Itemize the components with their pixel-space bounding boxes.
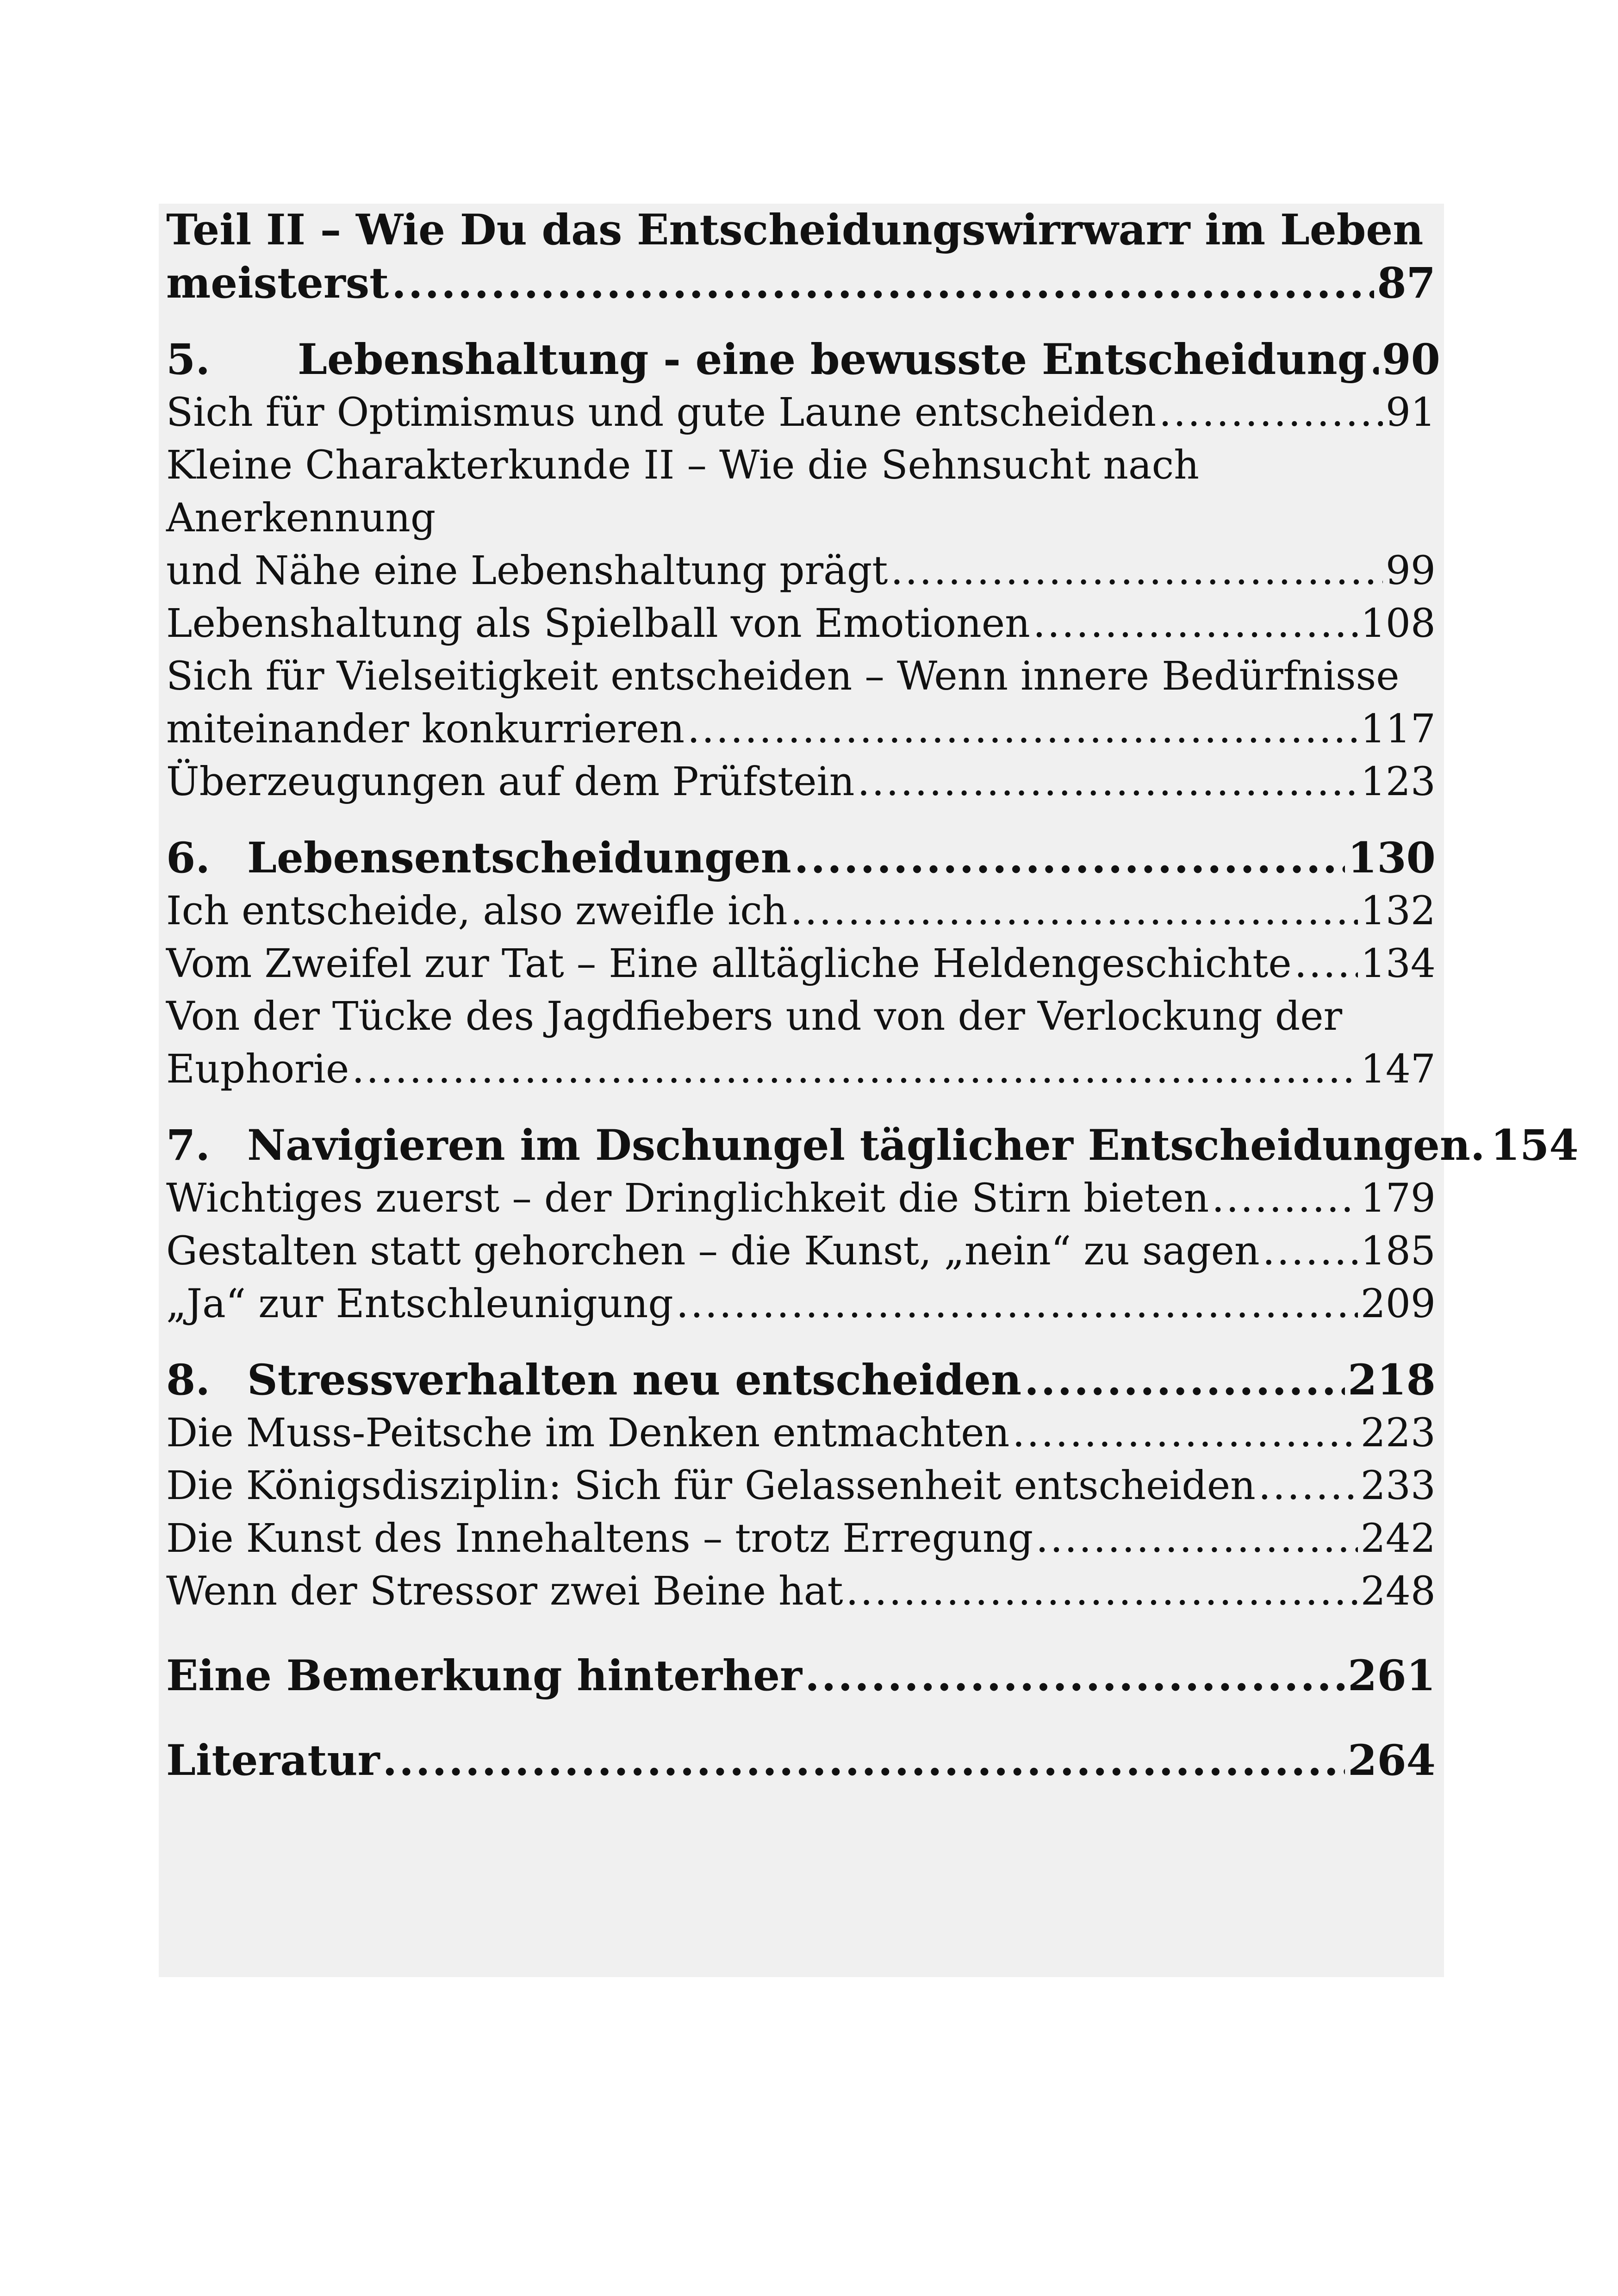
dot-leader bbox=[352, 1043, 1358, 1096]
page-number: 90 bbox=[1382, 335, 1440, 384]
page-number: 87 bbox=[1377, 259, 1436, 308]
section-title: „Ja“ zur Entschleunigung bbox=[166, 1281, 673, 1327]
page-number: 132 bbox=[1360, 888, 1436, 934]
toc-section-entry[interactable] bbox=[166, 1172, 1436, 1225]
page-number: 99 bbox=[1385, 548, 1436, 594]
section-title: Gestalten statt gehorchen – die Kunst, „nein“ zu sagen bbox=[166, 1228, 1260, 1274]
page-number: 123 bbox=[1360, 759, 1436, 805]
dot-leader bbox=[1258, 1460, 1358, 1512]
toc-section-entry[interactable] bbox=[166, 597, 1436, 650]
dot-leader bbox=[1024, 1354, 1345, 1407]
dot-leader bbox=[1012, 1407, 1357, 1460]
toc-part-title-line1: Teil II – Wie Du das Entscheidungswirrwarr im Leben bbox=[166, 205, 1424, 255]
section-title: Wenn der Stressor zwei Beine hat bbox=[166, 1568, 843, 1614]
page-number: 134 bbox=[1360, 941, 1436, 987]
page-number: 233 bbox=[1360, 1463, 1436, 1509]
dot-leader bbox=[392, 257, 1374, 310]
toc-section-entry[interactable] bbox=[166, 1278, 1436, 1331]
table-of-contents bbox=[159, 204, 1579, 1977]
section-title: Vom Zweifel zur Tat – Eine alltägliche Heldengeschichte bbox=[166, 941, 1292, 987]
closing-title: Literatur bbox=[166, 1736, 380, 1785]
section-title-line2: miteinander konkurrieren bbox=[166, 706, 685, 752]
toc-section-entry[interactable] bbox=[166, 1225, 1436, 1278]
chapter-number: 7. bbox=[166, 1121, 210, 1170]
section-title: Die Kunst des Innehaltens – trotz Erregung bbox=[166, 1516, 1033, 1562]
toc-closing-entry[interactable] bbox=[166, 1734, 1436, 1787]
page-number: 147 bbox=[1360, 1046, 1436, 1092]
section-title-line2: und Nähe eine Lebenshaltung prägt bbox=[166, 548, 888, 594]
section-title: Sich für Optimismus und gute Laune entscheiden bbox=[166, 390, 1157, 436]
page-number: 242 bbox=[1360, 1516, 1436, 1562]
dot-leader bbox=[383, 1734, 1345, 1787]
dot-leader bbox=[790, 885, 1358, 938]
chapter-number: 8. bbox=[166, 1356, 210, 1405]
toc-chapter-entry[interactable] bbox=[166, 1354, 1436, 1407]
dot-leader bbox=[1263, 1225, 1358, 1278]
section-title: Die Königsdisziplin: Sich für Gelassenheit entscheiden bbox=[166, 1463, 1256, 1509]
toc-closing-entry[interactable] bbox=[166, 1649, 1436, 1703]
page-number: 154 bbox=[1490, 1121, 1579, 1170]
chapter-title: Navigieren im Dschungel täglicher Entscheidungen. bbox=[247, 1121, 1485, 1170]
page-number: 91 bbox=[1385, 390, 1436, 436]
section-title: Überzeugungen auf dem Prüfstein bbox=[166, 759, 855, 805]
toc-section-entry[interactable] bbox=[166, 386, 1436, 439]
section-title-line1: Von der Tücke des Jagdfiebers und von der Verlockung der bbox=[166, 994, 1343, 1039]
toc-section-entry[interactable] bbox=[166, 756, 1436, 809]
chapter-title: Stressverhalten neu entscheiden bbox=[247, 1356, 1022, 1405]
toc-part-entry[interactable] bbox=[166, 204, 1436, 310]
section-title: Die Muss-Peitsche im Denken entmachten bbox=[166, 1410, 1010, 1456]
section-title-line1: Sich für Vielseitigkeit entscheiden – Wenn innere Bedürfnisse bbox=[166, 653, 1400, 699]
toc-section-entry[interactable] bbox=[166, 885, 1436, 938]
dot-leader bbox=[846, 1565, 1358, 1618]
dot-leader bbox=[1212, 1172, 1358, 1225]
section-title: Ich entscheide, also zweifle ich bbox=[166, 888, 788, 934]
toc-chapter-entry[interactable] bbox=[166, 333, 1440, 386]
toc-section-entry[interactable] bbox=[166, 938, 1436, 990]
dot-leader bbox=[687, 703, 1358, 756]
page-number: 248 bbox=[1360, 1568, 1436, 1614]
toc-section-entry[interactable] bbox=[166, 1460, 1436, 1512]
toc-chapter-entry[interactable] bbox=[166, 1119, 1579, 1172]
chapter-title: Lebenshaltung - eine bewusste Entscheidung bbox=[298, 335, 1367, 384]
page-number: 185 bbox=[1360, 1228, 1436, 1274]
toc-section-entry[interactable] bbox=[166, 990, 1436, 1096]
dot-leader bbox=[1369, 333, 1379, 386]
dot-leader bbox=[1036, 1512, 1358, 1565]
toc-part-title-line2: meisterst bbox=[166, 259, 389, 308]
page-number: 108 bbox=[1360, 601, 1436, 647]
toc-chapter-entry[interactable] bbox=[166, 832, 1436, 885]
toc-section-entry[interactable] bbox=[166, 439, 1436, 597]
page-number: 179 bbox=[1360, 1176, 1436, 1221]
toc-section-entry[interactable] bbox=[166, 1512, 1436, 1565]
section-title: Lebenshaltung als Spielball von Emotionen bbox=[166, 601, 1030, 647]
toc-section-entry[interactable] bbox=[166, 1407, 1436, 1460]
toc-section-entry[interactable] bbox=[166, 1565, 1436, 1618]
page-number: 264 bbox=[1348, 1736, 1436, 1785]
section-title-line1: Kleine Charakterkunde II – Wie die Sehnsucht nach Anerkennung bbox=[166, 442, 1199, 541]
dot-leader bbox=[805, 1649, 1345, 1703]
page-number: 223 bbox=[1360, 1410, 1436, 1456]
toc-section-entry[interactable] bbox=[166, 650, 1436, 756]
closing-title: Eine Bemerkung hinterher bbox=[166, 1651, 803, 1700]
page-number: 209 bbox=[1360, 1281, 1436, 1327]
chapter-number: 5. bbox=[166, 335, 210, 384]
section-title: Wichtiges zuerst – der Dringlichkeit die Stirn bieten bbox=[166, 1176, 1209, 1221]
page-number: 117 bbox=[1360, 706, 1436, 752]
page-number: 130 bbox=[1348, 834, 1436, 883]
dot-leader bbox=[857, 756, 1357, 809]
dot-leader bbox=[794, 832, 1345, 885]
dot-leader bbox=[1159, 386, 1383, 439]
section-title-line2: Euphorie bbox=[166, 1046, 349, 1092]
page-number: 218 bbox=[1348, 1356, 1436, 1405]
dot-leader bbox=[1294, 938, 1358, 990]
chapter-number: 6. bbox=[166, 834, 210, 883]
dot-leader bbox=[676, 1278, 1358, 1331]
chapter-title: Lebensentscheidungen bbox=[247, 834, 791, 883]
dot-leader bbox=[1033, 597, 1358, 650]
dot-leader bbox=[890, 545, 1382, 597]
page-number: 261 bbox=[1348, 1651, 1436, 1700]
